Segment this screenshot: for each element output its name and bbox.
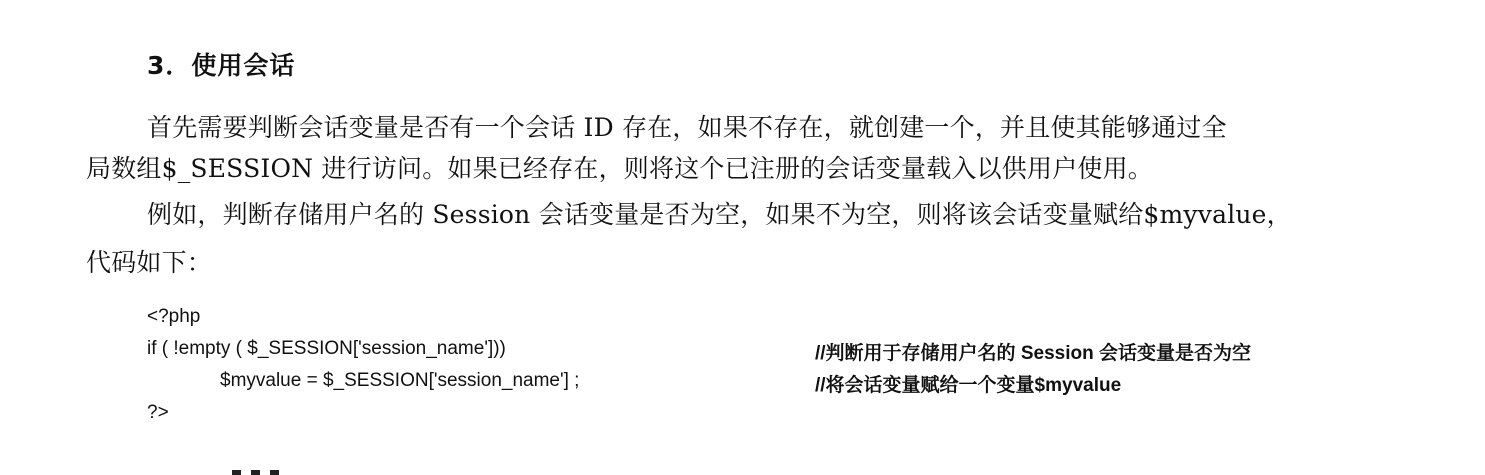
paragraph-1-line-2: 局数组$_SESSION 进行访问。如果已经存在，则将这个已注册的会话变量载入以供用户使用。 — [86, 154, 1153, 183]
code-comment-2: //将会话变量赋给一个变量$myvalue — [815, 375, 1122, 396]
code-line-php-close: ?> — [147, 402, 169, 423]
cropped-next-line-fragment — [232, 463, 290, 475]
code-line-assign: $myvalue = $_SESSION['session_name'] ; — [220, 370, 580, 391]
code-line-php-open: <?php — [147, 306, 201, 327]
code-comment-1: //判断用于存储用户名的 Session 会话变量是否为空 — [815, 343, 1251, 364]
paragraph-2-line-1: 例如，判断存储用户名的 Session 会话变量是否为空，如果不为空，则将该会话变量赋给$myvalue， — [147, 200, 1292, 229]
section-heading: 3．使用会话 — [147, 51, 296, 80]
fragment-mark — [232, 470, 241, 475]
paragraph-2-line-2: 代码如下： — [86, 248, 213, 277]
fragment-mark — [251, 470, 260, 475]
fragment-mark — [270, 470, 279, 475]
paragraph-1-line-1: 首先需要判断会话变量是否有一个会话 ID 存在，如果不存在，就创建一个，并且使其能够通过全 — [147, 113, 1227, 142]
code-line-if: if ( !empty ( $_SESSION['session_name'])) — [147, 338, 506, 359]
